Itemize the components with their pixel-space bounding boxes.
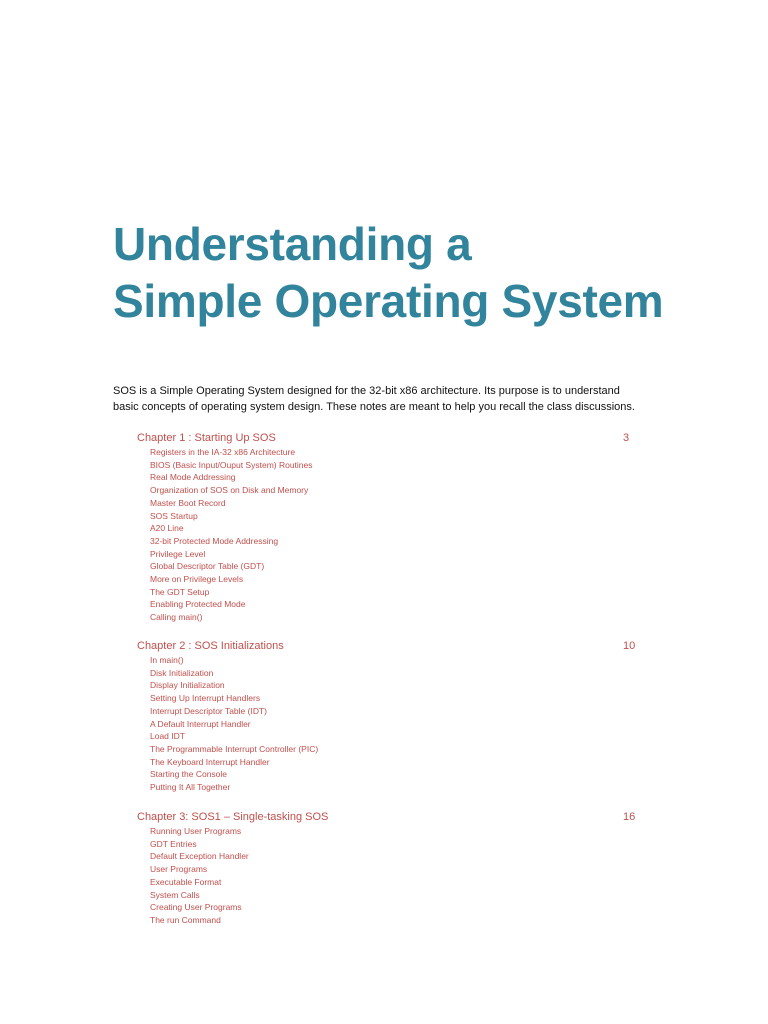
toc-section[interactable]: In main() (150, 655, 184, 665)
document-title (113, 216, 663, 330)
toc-section[interactable]: SOS Startup (150, 510, 198, 521)
toc-section[interactable]: Organization of SOS on Disk and Memory (150, 485, 309, 496)
intro-paragraph (113, 383, 673, 415)
toc-section[interactable]: Display Initialization (150, 680, 225, 691)
intro-line-2: basic concepts of operating system design. These notes are meant to help you recall the class discussions. (113, 401, 635, 413)
toc-section[interactable]: More on Privilege Levels (150, 574, 244, 585)
toc-section[interactable]: Setting Up Interrupt Handlers (150, 693, 261, 704)
toc-section[interactable]: The Keyboard Interrupt Handler (150, 756, 270, 767)
chapter-title: Chapter 3: SOS1 – Single-tasking SOS (137, 811, 329, 823)
toc-section[interactable]: Putting It All Together (150, 782, 231, 793)
toc-chapter-3-heading[interactable] (137, 809, 636, 825)
toc-section[interactable]: The run Command (150, 914, 221, 925)
toc-chapter-3 (137, 809, 636, 927)
toc-section[interactable]: Calling main() (150, 612, 203, 623)
toc-section[interactable]: Interrupt Descriptor Table (IDT) (150, 705, 267, 716)
toc-section[interactable]: Running User Programs (150, 826, 242, 836)
toc-section[interactable]: Disk Initialization (150, 667, 214, 678)
toc-section[interactable]: Enabling Protected Mode (150, 599, 246, 610)
chapter-page-number: 3 (623, 432, 630, 444)
toc-section[interactable]: A Default Interrupt Handler (150, 718, 251, 729)
toc-chapter-1-heading[interactable] (137, 430, 630, 446)
toc-section[interactable]: Default Exception Handler (150, 851, 249, 862)
intro-line-1: SOS is a Simple Operating System designed for the 32-bit x86 architecture. Its purpose is to understand (113, 385, 620, 397)
toc-section[interactable]: The GDT Setup (150, 586, 210, 597)
toc-section[interactable]: GDT Entries (150, 838, 197, 849)
toc-section[interactable]: BIOS (Basic Input/Ouput System) Routines (150, 459, 313, 470)
chapter-title: Chapter 1 : Starting Up SOS (137, 432, 276, 444)
title-line-2: Simple Operating System (113, 275, 664, 327)
toc-chapter-1 (137, 430, 630, 624)
toc-section[interactable]: User Programs (150, 864, 208, 875)
toc-chapter-3-sections (137, 825, 249, 927)
toc-section[interactable]: The Programmable Interrupt Controller (PIC) (150, 743, 319, 754)
toc-section[interactable]: A20 Line (150, 523, 184, 534)
toc-section[interactable]: Registers in the IA-32 x86 Architecture (150, 447, 296, 457)
chapter-page-number: 10 (623, 640, 636, 652)
toc-section[interactable]: 32-bit Protected Mode Addressing (150, 535, 279, 546)
toc-chapter-1-sections (137, 446, 313, 624)
toc-section[interactable]: Real Mode Addressing (150, 472, 236, 483)
toc-section[interactable]: Master Boot Record (150, 497, 226, 508)
title-line-1: Understanding a (113, 218, 472, 270)
toc-section[interactable]: Global Descriptor Table (GDT) (150, 561, 265, 572)
toc-section[interactable]: Load IDT (150, 731, 185, 742)
toc-section[interactable]: Executable Format (150, 876, 222, 887)
toc-chapter-2 (137, 638, 636, 794)
chapter-page-number: 16 (623, 811, 636, 823)
toc-chapter-2-heading[interactable] (137, 638, 636, 654)
toc-section[interactable]: Creating User Programs (150, 902, 242, 913)
toc-section[interactable]: Privilege Level (150, 548, 206, 559)
toc-section[interactable]: System Calls (150, 889, 200, 900)
toc-section[interactable]: Starting the Console (150, 769, 228, 780)
chapter-title: Chapter 2 : SOS Initializations (137, 640, 284, 652)
toc-chapter-2-sections (137, 654, 318, 794)
